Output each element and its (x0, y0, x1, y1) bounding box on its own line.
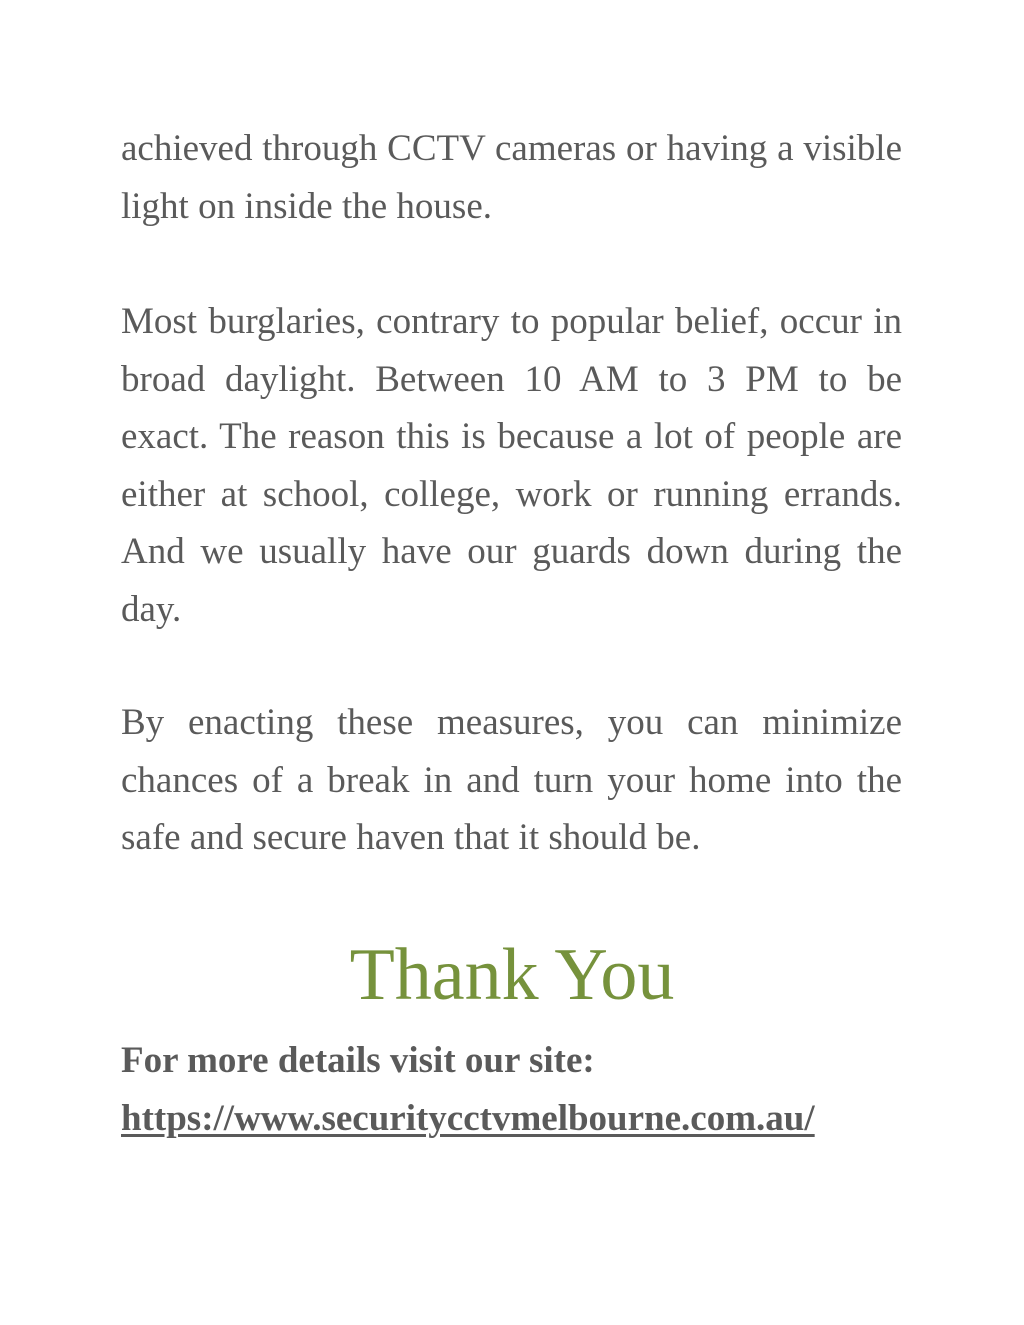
site-link-container (121, 1090, 911, 1147)
more-details-label: For more details visit our site: (121, 1040, 595, 1081)
paragraph-cctv-visibility: achieved through CCTV cameras or having a visible light on inside the house. (121, 128, 902, 227)
website-link[interactable]: https://www.securitycctvmelbourne.com.au/ (121, 1098, 815, 1139)
paragraph-burglary-timing: Most burglaries, contrary to popular belief, occur in broad daylight. Between 10 AM to 3 PM to be exact. The reason this is because a lot of people are either at school, college, work or running errands. And we usually have our guards down during the day. (121, 301, 902, 630)
thank-you-heading: Thank You (349, 934, 675, 1016)
paragraph-conclusion: By enacting these measures, you can minimize chances of a break in and turn your home into the safe and secure haven that it should be. (121, 702, 902, 858)
